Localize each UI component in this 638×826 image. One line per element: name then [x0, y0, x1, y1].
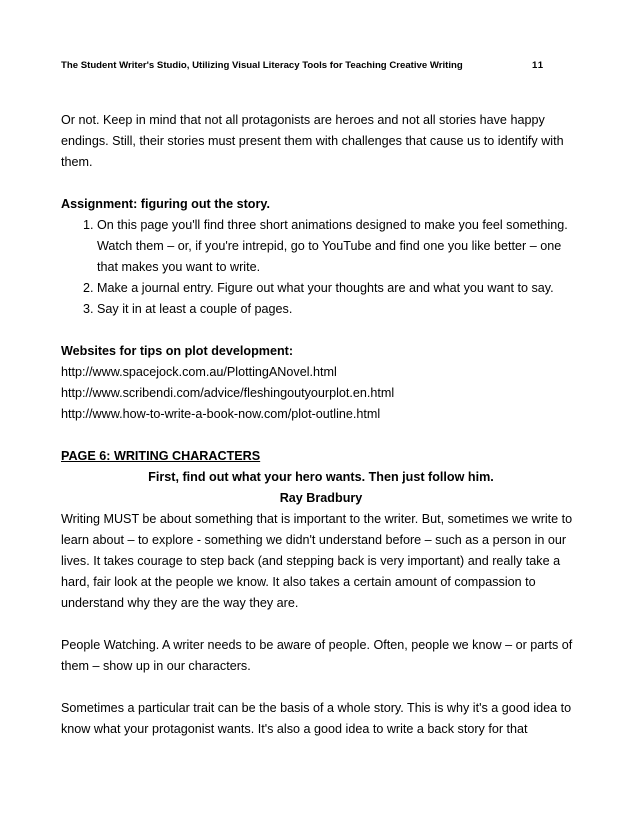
- list-item: 3. Say it in at least a couple of pages.: [97, 299, 581, 320]
- list-item: 1. On this page you'll find three short animations designed to make you feel something. Watch them – or, if you're intrepid, go to YouTube and find one you like better – one that makes you want to write.: [97, 215, 581, 278]
- body-paragraph: People Watching. A writer needs to be aware of people. Often, people we know – or parts of them – show up in our characters.: [61, 638, 573, 673]
- document-body: [61, 110, 581, 740]
- spacer: [61, 173, 581, 194]
- body-paragraph: Sometimes a particular trait can be the basis of a whole story. This is why it's a good idea to know what your protagonist wants. It's also a good idea to write a back story for that: [61, 701, 572, 736]
- page-number: 11: [532, 60, 545, 71]
- header-title: The Student Writer's Studio, Utilizing Visual Literacy Tools for Teaching Creative Writing: [61, 60, 463, 71]
- website-link[interactable]: http://www.scribendi.com/advice/fleshingoutyourplot.en.html: [61, 386, 395, 400]
- website-link[interactable]: http://www.how-to-write-a-book-now.com/plot-outline.html: [61, 407, 381, 421]
- assignment-heading: Assignment: figuring out the story.: [61, 197, 270, 211]
- page-header: [61, 60, 581, 71]
- list-item: 2. Make a journal entry. Figure out what your thoughts are and what you want to say.: [97, 278, 581, 299]
- spacer: [61, 614, 581, 635]
- spacer: [61, 320, 581, 341]
- section-heading: PAGE 6: WRITING CHARACTERS: [61, 449, 261, 463]
- spacer: [61, 677, 581, 698]
- website-link[interactable]: http://www.spacejock.com.au/PlottingANovel.html: [61, 365, 337, 379]
- quote-text: First, find out what your hero wants. Then just follow him.: [148, 470, 494, 484]
- websites-heading: Websites for tips on plot development:: [61, 344, 294, 358]
- assignment-list: [61, 215, 581, 320]
- quote-author: Ray Bradbury: [279, 491, 363, 505]
- intro-paragraph: Or not. Keep in mind that not all protagonists are heroes and not all stories have happy endings. Still, their stories must present them with challenges that cause us to identify with them.: [61, 113, 564, 169]
- spacer: [61, 425, 581, 446]
- body-paragraph: Writing MUST be about something that is important to the writer. But, sometimes we write to learn about – to explore - something we didn't understand before – such as a person in our lives. It takes courage to step back (and stepping back is very important) and really take a hard, fair look at the people we know. It also takes a certain amount of compassion to understand why they are the way they are.: [61, 512, 573, 610]
